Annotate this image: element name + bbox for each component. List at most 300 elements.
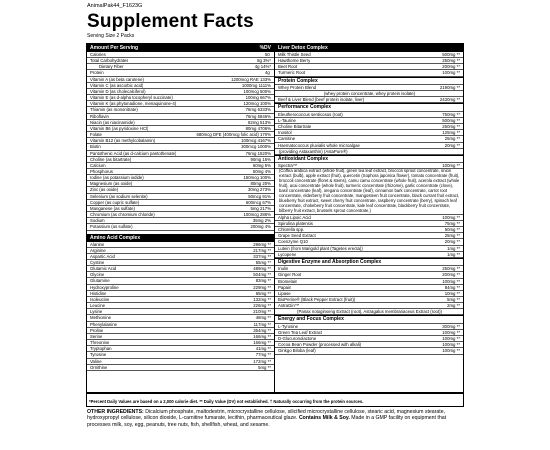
ingredient-amount: 125mg	[442, 130, 456, 136]
ingredient-name: Turmeric Root	[278, 70, 306, 76]
ingredient-amount: 172mg	[253, 358, 267, 364]
ingredient-dv: **	[456, 97, 460, 103]
ingredient-name: Tryptophan	[90, 346, 112, 352]
ingredient-amount-cell	[256, 352, 271, 357]
ingredient-amount-cell	[254, 322, 271, 327]
ingredient-dv: **	[456, 142, 460, 148]
ingredient-amount: 90mg	[250, 156, 262, 162]
ingredient-dv: **	[456, 163, 460, 169]
liver-detox-list	[275, 52, 463, 77]
ingredient-dv: 6333%	[257, 107, 271, 113]
ingredient-name: Arginine	[90, 247, 106, 253]
ingredient-amount: 600mcg	[245, 199, 262, 205]
other-ingredients-label: OTHER INGREDIENTS:	[87, 409, 144, 415]
spectra-blend-text: (Coffea arabica extract (whole fruit), green tea leaf extract, broccoli sprout concentrate, onion extract (bulb), apple extract (fruit), quercetin (Sophora japonica flower), tomato concentrate (fruit), broccoli concentrate (floret & stems), camu camu concentrate (whole fruit), acerola extract (whole fruit), acai concentrate (whole fruit), turmeric concentrate (rhizome), garlic concentrate (clove), basil concentrate (leaf), oregano concentrate (leaf), cinnamon bark concentrate, carrot root concentrate, elderberry fruit concentrate, mangosteen fruit concentrate, black currant fruit extract, blueberry fruit extract, sweet cherry fruit concentrate, raspberry concentrate (berry), spinach leaf concentrate, chokeberry fruit concentrate, kale leaf concentrate, blackberry fruit concentrate, bilberry fruit extract, brussels sprout concentrate.)	[275, 169, 463, 215]
ingredient-dv: **	[267, 352, 271, 358]
ingredient-dv: **	[456, 278, 460, 284]
ingredient-dv: 67%	[262, 199, 271, 205]
ingredient-amount-cell	[445, 285, 460, 290]
ingredient-name: Choline (as bitartrate)	[90, 156, 132, 162]
ingredient-dv: 3%*	[263, 58, 271, 64]
ingredient-amount: 100mg	[442, 214, 456, 220]
ingredient-amount-cell	[258, 365, 271, 370]
ingredient-name: Calories	[90, 52, 106, 57]
ingredient-amount: 166mg	[253, 333, 267, 339]
ingredient-amount-cell	[257, 58, 271, 63]
ingredient-dv: 4%	[264, 224, 271, 230]
ingredient-amount: 100mcg	[241, 138, 257, 144]
ingredient-amount-cell	[253, 303, 271, 308]
ingredient-amount-cell	[255, 64, 271, 69]
nutrient-list	[87, 52, 274, 231]
amino-acid-title: Amino Acid Complex	[90, 234, 141, 241]
ingredient-dv: 16%	[262, 156, 271, 162]
ingredient-amount-cell	[253, 285, 271, 290]
ingredient-dv: **	[456, 251, 460, 257]
ingredient-amount-cell	[253, 163, 271, 168]
ingredient-amount: 20mg	[444, 239, 456, 245]
ingredient-amount-cell	[256, 291, 271, 296]
ingredient-dv: **	[456, 290, 460, 296]
ingredient-name: Calcium	[90, 162, 106, 168]
ingredient-dv: **	[456, 52, 460, 57]
ingredient-amount: 100mg	[442, 336, 456, 342]
ingredient-dv: **	[456, 336, 460, 342]
ingredient-dv: **	[267, 321, 271, 327]
ingredient-amount: 5mg	[447, 297, 456, 303]
ingredient-amount: 41mg	[255, 346, 267, 352]
ingredient-name: Glutamic Acid	[90, 266, 117, 272]
ingredient-name: Vitamin C (as ascorbic acid)	[90, 82, 144, 88]
ingredient-amount: 50mg	[252, 168, 264, 174]
ingredient-name: Thiamin (as mononitrate)	[90, 107, 138, 113]
ingredient-amount-cell	[253, 359, 271, 364]
ingredient-name: Dietary Fiber	[99, 64, 124, 70]
ingredient-amount: 166mg	[253, 340, 267, 346]
ingredient-name: Riboflavin	[90, 113, 109, 119]
ingredient-amount: 200mg	[250, 224, 264, 230]
ingredient-dv: **	[267, 333, 271, 339]
ingredient-amount-cell	[442, 58, 460, 63]
ingredient-name: Glutamine	[90, 278, 110, 284]
ingredient-amount-cell	[246, 200, 271, 205]
ingredient-dv: **	[456, 245, 460, 251]
ingredient-amount: 8g	[257, 58, 262, 64]
ingredient-amount: 250mg	[442, 58, 456, 64]
ingredient-amount: 337mg	[253, 253, 267, 259]
list-item	[87, 365, 274, 371]
amino-acid-list	[87, 242, 274, 371]
ingredient-amount: 83mg	[255, 278, 267, 284]
ingredient-dv: **	[456, 111, 460, 117]
amount-per-serving-label: Amount Per Serving	[90, 45, 139, 51]
ingredient-amount-cell	[442, 64, 460, 69]
ingredient-amount: 25mg	[444, 136, 456, 142]
ingredient-amount: 2mg	[447, 303, 456, 309]
ingredient-amount-cell	[241, 144, 271, 149]
ingredient-amount-cell	[246, 126, 271, 131]
ingredient-amount: 250mg	[442, 124, 456, 130]
ingredient-amount-cell	[442, 215, 460, 220]
ingredient-amount: 100mg	[442, 163, 456, 169]
ingredient-amount: 75mg	[444, 220, 456, 226]
ingredient-dv: **	[267, 327, 271, 333]
ingredient-amount: 84mg	[444, 284, 456, 290]
ingredient-dv: 667%	[260, 95, 271, 101]
ingredient-dv: 20%	[262, 181, 271, 187]
ingredient-amount-cell	[253, 328, 271, 333]
ingredient-amount: 80mg	[245, 125, 257, 131]
protein-complex-header: Protein Complex	[275, 77, 463, 85]
ingredient-amount-cell	[447, 297, 460, 302]
ingredient-name: Histidine	[90, 290, 107, 296]
performance-complex-header: Performance Complex	[275, 103, 463, 111]
ingredient-dv: **	[456, 348, 460, 354]
ingredient-dv: 133%	[260, 76, 271, 82]
ingredient-amount: 120mcg	[243, 101, 259, 107]
ingredient-amount-cell	[253, 309, 271, 314]
ingredient-dv: **	[456, 323, 460, 329]
ingredient-name: Spirulina platensis	[278, 220, 313, 226]
ingredient-name: Lysine	[90, 309, 103, 315]
ingredient-name: Valine	[90, 358, 102, 364]
ingredient-amount-cell	[447, 252, 460, 257]
ingredient-amount: 210mg	[253, 309, 267, 315]
ingredient-name: Aspartic Acid	[90, 253, 115, 259]
ingredient-dv: **	[267, 358, 271, 364]
ingredient-amount-cell	[253, 169, 271, 174]
ingredient-name: Grape Seed Extract	[278, 233, 316, 239]
ingredient-amount-cell	[442, 52, 460, 57]
ingredient-amount-cell	[253, 297, 271, 302]
ingredient-amount-cell	[244, 212, 272, 217]
ingredient-amount: 4g	[265, 70, 270, 76]
ingredient-dv: **	[456, 70, 460, 76]
ingredient-amount: 77mg	[255, 352, 267, 358]
ingredient-name: Green Tea Leaf Extract	[278, 329, 323, 335]
ingredient-amount: 200mg	[442, 64, 456, 70]
ingredient-name: Spectra™	[278, 163, 298, 169]
ingredient-name: Choline Bitartrate	[278, 124, 312, 130]
ingredient-name: Niacin (as niacinamide)	[90, 119, 135, 125]
ingredient-amount: 55mg	[255, 260, 267, 265]
ingredient-amount: 500mg	[442, 117, 456, 123]
ingredient-name: Proline	[90, 327, 104, 333]
digestive-list	[275, 266, 463, 309]
dv-label: %DV	[259, 45, 271, 51]
ingredient-amount: 1mg	[447, 245, 456, 251]
protein-note: (whey protein concentrate, whey protein isolate)	[275, 91, 463, 97]
ingredient-amount-cell	[250, 206, 271, 211]
ingredient-name: Ornithine	[90, 364, 108, 370]
ingredient-name: Vitamin E (as d-alpha tocopheryl succinate)	[90, 95, 173, 101]
ingredient-dv: **	[267, 340, 271, 346]
ingredient-amount: 2190mg	[439, 85, 456, 91]
ingredient-name: Pantothenic Acid (as d-calcium pantothenate)	[90, 150, 177, 156]
ingredient-name: Haematococcus pluvialis whole microalgae	[278, 142, 360, 148]
ingredient-amount: 2430mg	[439, 97, 456, 103]
ingredient-amount-cell	[256, 346, 271, 351]
ingredient-amount-cell	[445, 239, 460, 244]
ingredient-amount: 20mg	[444, 142, 456, 148]
ingredient-dv: 14%*	[260, 64, 271, 70]
digestive-complex-header: Digestive Enzyme and Absorption Complex	[275, 258, 463, 266]
ingredient-name: Biotin	[90, 144, 101, 150]
ingredient-amount-cell	[253, 218, 271, 223]
ingredient-amount-cell	[442, 324, 460, 329]
ingredient-dv: 5%	[264, 162, 271, 168]
ingredient-amount: 10mg	[444, 290, 456, 296]
ingredient-amount-cell	[442, 336, 460, 341]
ingredient-amount: 300mcg	[241, 144, 257, 150]
ingredient-name: Glycine	[90, 272, 105, 278]
ingredient-amount: 100mg	[245, 95, 259, 101]
ingredient-name: Methionine	[90, 315, 112, 321]
ingredient-amount-cell	[442, 348, 460, 353]
ingredient-amount: 100mg	[442, 342, 456, 348]
ingredient-amount-cell	[246, 151, 271, 156]
footnote-separator	[87, 392, 463, 394]
astragin-note: (Panax notoginseng Extract (root), Astragalus membranaceus Extract (root))	[275, 309, 463, 315]
ingredient-name: Serine	[90, 333, 103, 339]
ingredient-amount-cell	[244, 175, 272, 180]
ingredient-amount-cell	[244, 89, 272, 94]
ingredient-dv: **	[267, 278, 271, 284]
ingredient-amount-cell	[253, 254, 271, 259]
energy-list	[275, 324, 463, 355]
ingredient-name: Magnesium (as oxide)	[90, 181, 133, 187]
ingredient-name: Ginkgo Biloba (leaf)	[278, 348, 316, 354]
ingredient-amount-cell	[253, 272, 271, 277]
ingredient-name: Zinc (as oxide)	[90, 187, 119, 193]
antioxidant-list	[275, 215, 463, 258]
ingredient-name: Phosphorus	[90, 168, 113, 174]
ingredient-amount-cell	[442, 124, 460, 129]
amount-per-serving-header	[87, 44, 274, 52]
ingredient-dv: **	[456, 284, 460, 290]
energy-complex-header: Energy and Focus Complex	[275, 315, 463, 323]
ingredient-amount-cell	[253, 334, 271, 339]
ingredient-dv: 4706%	[257, 125, 271, 131]
ingredient-amount: 100mcg	[243, 212, 259, 218]
ingredient-name: Cocoa Bean Powder (processed with alkali)	[278, 342, 362, 348]
ingredient-name: Manganese (as sulfate)	[90, 205, 135, 211]
ingredient-amount-cell	[442, 112, 460, 117]
ingredient-dv: **	[267, 346, 271, 352]
ingredient-dv: **	[456, 214, 460, 220]
ingredient-dv: 500%	[260, 88, 271, 94]
ingredient-name: Threonine	[90, 340, 110, 346]
ingredient-dv: **	[267, 266, 271, 272]
ingredient-amount-cell	[440, 85, 460, 90]
ingredient-amount-cell	[246, 107, 271, 112]
ingredient-dv: **	[267, 303, 271, 309]
ingredient-amount: 100mcg	[243, 88, 259, 94]
ingredient-name: Coenzyme Q10	[278, 239, 308, 245]
ingredient-amount: 100mg	[442, 329, 456, 335]
ingredient-name: Lutein (from Marigold plant (Tagetes erecta))	[278, 245, 363, 251]
facility-statement: Made in a GMP facility on equipment that processes milk, soy, egg, peanuts, tree nuts, fish, shellfish, wheat, and sesame.	[87, 415, 447, 428]
ingredient-amount-cell	[231, 77, 271, 82]
ingredient-amount-cell	[445, 221, 460, 226]
left-column	[87, 44, 274, 371]
ingredient-amount-cell	[246, 95, 271, 100]
ingredient-name: Alpha Lipoic Acid	[278, 214, 311, 220]
ingredient-amount-cell	[442, 342, 460, 347]
ingredient-amount-cell	[445, 227, 460, 232]
ingredient-amount: 504mg	[253, 272, 267, 278]
ingredient-amount: 200mg	[442, 272, 456, 278]
ingredient-amount: 76mg	[245, 113, 257, 119]
ingredient-dv: 1000%	[257, 144, 271, 150]
ingredient-name: Selenium (as sodium selenite)	[90, 193, 148, 199]
ingredient-amount-cell	[253, 242, 271, 247]
ingredient-amount-cell	[447, 303, 460, 308]
ingredient-amount-cell	[250, 224, 271, 229]
ingredient-dv: **	[267, 296, 271, 302]
ingredient-amount-cell	[442, 118, 460, 123]
other-ingredients-text: Dicalcium phosphate, maltodextrin, microcrystalline cellulose, silicified microcrystalline cellulose, stearic acid, magnesium stearate, hydroxypropyl cellulose, silicon dioxide, L-carnitine fumarate, lecithin, pharmaceutical glaze.	[87, 409, 446, 422]
ingredient-amount: 4g	[254, 64, 260, 70]
ingredient-dv: 217%	[260, 205, 271, 211]
ingredient-dv: **	[456, 227, 460, 233]
ingredient-name: Copper (as cupric sulfate)	[90, 199, 140, 205]
ingredient-amount: 65mg	[255, 290, 267, 296]
ingredient-name: Carnitine	[278, 136, 296, 142]
ingredient-amount-cell	[253, 248, 271, 253]
footnote: *Percent Daily Values are based on a 2,000 calorie diet. ** Daily Value (DV) not established. † Naturally occurring from the protein sources.	[89, 399, 364, 404]
ingredient-dv: **	[267, 309, 271, 315]
ingredient-amount-cell	[196, 132, 271, 137]
ingredient-dv: 286%	[260, 212, 271, 218]
ingredient-amount: 25mg	[444, 233, 456, 239]
ingredient-amount: 48mg	[255, 315, 267, 321]
ingredient-amount: 82mg	[248, 119, 259, 125]
ingredient-name: Ginger Root	[278, 272, 302, 278]
ingredient-amount-cell	[442, 70, 460, 75]
ingredient-amount-cell	[248, 194, 271, 199]
ingredient-dv: **	[267, 247, 271, 253]
ingredient-dv: **	[456, 136, 460, 142]
ingredient-name: Isoleucine	[90, 296, 110, 302]
ingredient-dv: 100%	[260, 175, 271, 181]
ingredient-amount: 50mg	[444, 227, 456, 233]
ingredient-name: Vitamin B12 (as methylcobalamin)	[90, 138, 156, 144]
ingredient-dv: **	[456, 130, 460, 136]
ingredient-name: Whey Protein Blend	[278, 85, 316, 91]
ingredient-dv: **	[456, 64, 460, 70]
ingredient-name: Potassium (as sulfate)	[90, 224, 133, 230]
ingredient-dv: 100%	[260, 101, 271, 107]
ingredient-amount: 229mg	[253, 284, 267, 290]
ingredient-amount-cell	[244, 101, 272, 106]
ingredient-name: Folate	[90, 132, 102, 138]
ingredient-amount: 1000mg	[241, 82, 258, 88]
ingredient-name: Inulin	[278, 266, 289, 272]
ingredient-dv: 1520%	[257, 150, 271, 156]
ingredient-name: Phenylalanine	[90, 321, 117, 327]
ingredient-dv: 5846%	[257, 113, 271, 119]
ingredient-amount: 50mcg	[248, 193, 262, 199]
ingredient-amount-cell	[442, 279, 460, 284]
ingredient-amount: 60mg	[252, 162, 264, 168]
ingredient-name: L-Tyrosine	[278, 323, 299, 329]
ingredient-amount-cell	[253, 266, 271, 271]
ingredient-amount: 217mg	[253, 247, 267, 253]
ingredient-name: Beet Root	[278, 64, 298, 70]
ingredient-name: Protein	[90, 70, 104, 76]
ingredient-dv: **	[456, 329, 460, 335]
ingredient-amount: 680mcg DFE (400mcg folic acid)	[196, 132, 259, 138]
ingredient-amount-cell	[248, 120, 271, 125]
ingredient-amount: 500mg	[442, 52, 456, 57]
ingredient-dv: **	[267, 284, 271, 290]
serving-size: Serving Size 2 Packs	[87, 33, 135, 39]
ingredient-amount: 100mg	[442, 70, 456, 76]
list-item	[275, 348, 463, 354]
ingredient-amount-cell	[241, 138, 271, 143]
ingredient-amount: 5mg	[250, 205, 259, 211]
right-column	[275, 44, 463, 355]
ingredient-name: BioPerine® (Black Pepper Extract (fruit))	[278, 297, 356, 303]
ingredient-name: Papain	[278, 284, 292, 290]
ingredient-dv: **	[267, 315, 271, 321]
ingredient-name: Chromium (as chromium chloride)	[90, 212, 155, 218]
ingredient-dv: **	[267, 290, 271, 296]
ingredient-dv: **	[456, 58, 460, 64]
ingredient-name: Lycopene	[278, 251, 297, 257]
ingredient-amount: 76mg	[245, 150, 257, 156]
ingredient-amount-cell	[250, 157, 271, 162]
ingredient-dv: **	[456, 124, 460, 130]
ingredient-name: Chlorella spp.	[278, 227, 305, 233]
liver-detox-header	[275, 44, 463, 52]
document-id: AnimalPak44_F1623G	[87, 3, 143, 9]
ingredient-amount: 1mg	[447, 251, 456, 257]
supplement-facts-panel	[86, 43, 464, 407]
ingredient-name: Inositol	[278, 130, 292, 136]
ingredient-amount: 80mg	[250, 181, 262, 187]
ingredient-amount-cell	[250, 181, 271, 186]
ingredient-amount: 150mcg	[243, 175, 259, 181]
liver-detox-title: Liver Detox Complex	[278, 45, 328, 51]
ingredient-amount: 50	[265, 52, 270, 57]
ingredient-name: Lipase	[278, 290, 291, 296]
ingredient-amount: 30mg	[248, 187, 259, 193]
ingredient-amount-cell	[265, 52, 271, 57]
antioxidant-complex-header: Antioxidant Complex	[275, 155, 463, 163]
ingredient-dv: 2%	[264, 218, 271, 224]
ingredient-amount: 35mg	[252, 218, 264, 224]
ingredient-amount-cell	[253, 340, 271, 345]
ingredient-amount-cell	[445, 291, 460, 296]
ingredient-name: Tyrosine	[90, 352, 107, 358]
ingredient-name: Vitamin A (as beta carotene)	[90, 76, 144, 82]
ingredient-name: D-Glucuronolactone	[278, 336, 317, 342]
amino-acid-header	[87, 234, 274, 242]
ingredient-amount-cell	[248, 187, 271, 192]
ingredient-amount: 300mg	[442, 323, 456, 329]
ingredient-amount: 117mg	[253, 321, 267, 327]
ingredient-amount-cell	[256, 260, 271, 265]
ingredient-name: Vitamin D (as cholecalciferol)	[90, 88, 146, 94]
ingredient-name: Hawthorne Berry	[278, 58, 311, 64]
ingredient-amount-cell	[442, 272, 460, 277]
ingredient-dv: **	[456, 297, 460, 303]
ingredient-name: Iodine (as potassium iodide)	[90, 175, 144, 181]
ingredient-amount: 750mg	[442, 111, 456, 117]
ingredient-amount: 100mg	[442, 278, 456, 284]
